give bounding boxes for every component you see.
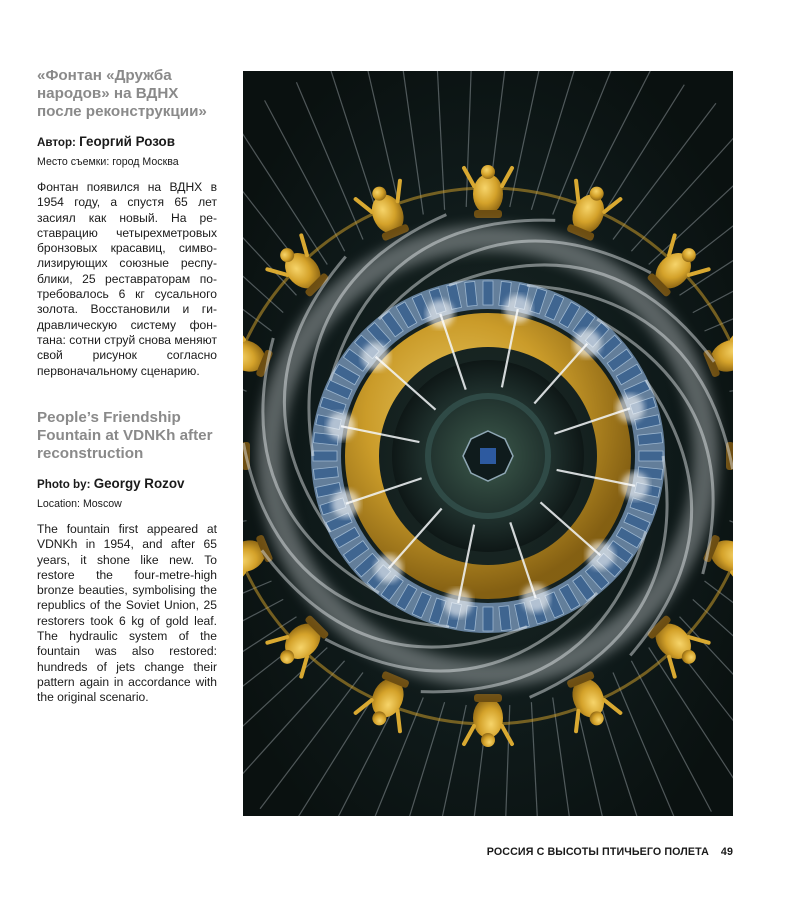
- ru-author-name: Георгий Розов: [79, 134, 175, 149]
- ru-body: Фонтан появился на ВДНХ в 1954 году, а спустя 65 лет засиял как новый. На реставрацию четырехметровых бронзовых красавиц, символизирующих союзные республики, 25 реставраторам потребовалось 6 кг сусального золота. Восстановили и гидравлическую систему фонтана: сотни струй снова меняют свой рисунок согласно первоначальному сценарию.: [37, 180, 218, 378]
- ru-title: «Фонтан «Дружба народов» на ВДНХ после реконструкции»: [37, 67, 207, 120]
- ru-caption: [37, 67, 217, 379]
- basin-tile: [499, 606, 511, 631]
- basin-tile: [483, 607, 493, 631]
- jet-spray: [444, 589, 472, 617]
- statue-pedestal: [474, 694, 502, 702]
- basin-tile: [639, 451, 663, 461]
- en-location: Location: Moscow: [37, 498, 122, 510]
- fountain-illustration: [243, 71, 733, 816]
- statue-head: [481, 165, 495, 179]
- jet-spray: [327, 412, 355, 440]
- jet-spray: [573, 330, 601, 358]
- en-author-label: Photo by:: [37, 478, 91, 491]
- statue-head: [481, 733, 495, 747]
- jet-spray: [522, 584, 550, 612]
- running-title: РОССИЯ С ВЫСОТЫ ПТИЧЬЕГО ПОЛЕТА: [486, 846, 709, 858]
- jet-spray: [362, 343, 390, 371]
- en-title: People’s Friendship Fountain at VDNKh after reconstruction: [37, 409, 213, 462]
- jet-spray: [375, 554, 403, 582]
- jet-spray: [332, 490, 360, 518]
- page-footer: [487, 846, 733, 858]
- statue-pedestal: [474, 210, 502, 218]
- basin-tile: [313, 467, 338, 479]
- jet-spray: [586, 541, 614, 569]
- ru-author-label: Автор:: [37, 136, 76, 149]
- statue-body: [473, 174, 503, 214]
- jet-spray: [616, 394, 644, 422]
- jet-spray: [504, 295, 532, 323]
- en-caption: [37, 409, 217, 706]
- basin-tile: [313, 451, 337, 461]
- statue-body: [473, 698, 503, 738]
- en-author-name: Georgy Rozov: [93, 476, 185, 491]
- jet-spray: [426, 300, 454, 328]
- fountain-photo: [243, 71, 733, 816]
- page-number: 49: [720, 846, 733, 858]
- ru-location: Место съемки: город Москва: [37, 156, 179, 168]
- basin-tile: [465, 281, 477, 306]
- basin-tile: [483, 281, 493, 305]
- en-body: The fountain first appeared at VDNKh in 1954, and after 65 years, it shone like new. To restore the four-metre-high bronze beauties, symbolising the republics of the Soviet Union, 25 restorers took 6 kg of gold leaf. The hydraulic system of the fountain was also restored: hundreds of jets change their pattern again in accordance with the original scenario.: [37, 522, 217, 705]
- center-tile: [480, 448, 496, 464]
- ru-credit: [37, 135, 217, 150]
- basin-tile: [638, 433, 663, 445]
- en-credit: [37, 477, 217, 492]
- jet-spray: [621, 472, 649, 500]
